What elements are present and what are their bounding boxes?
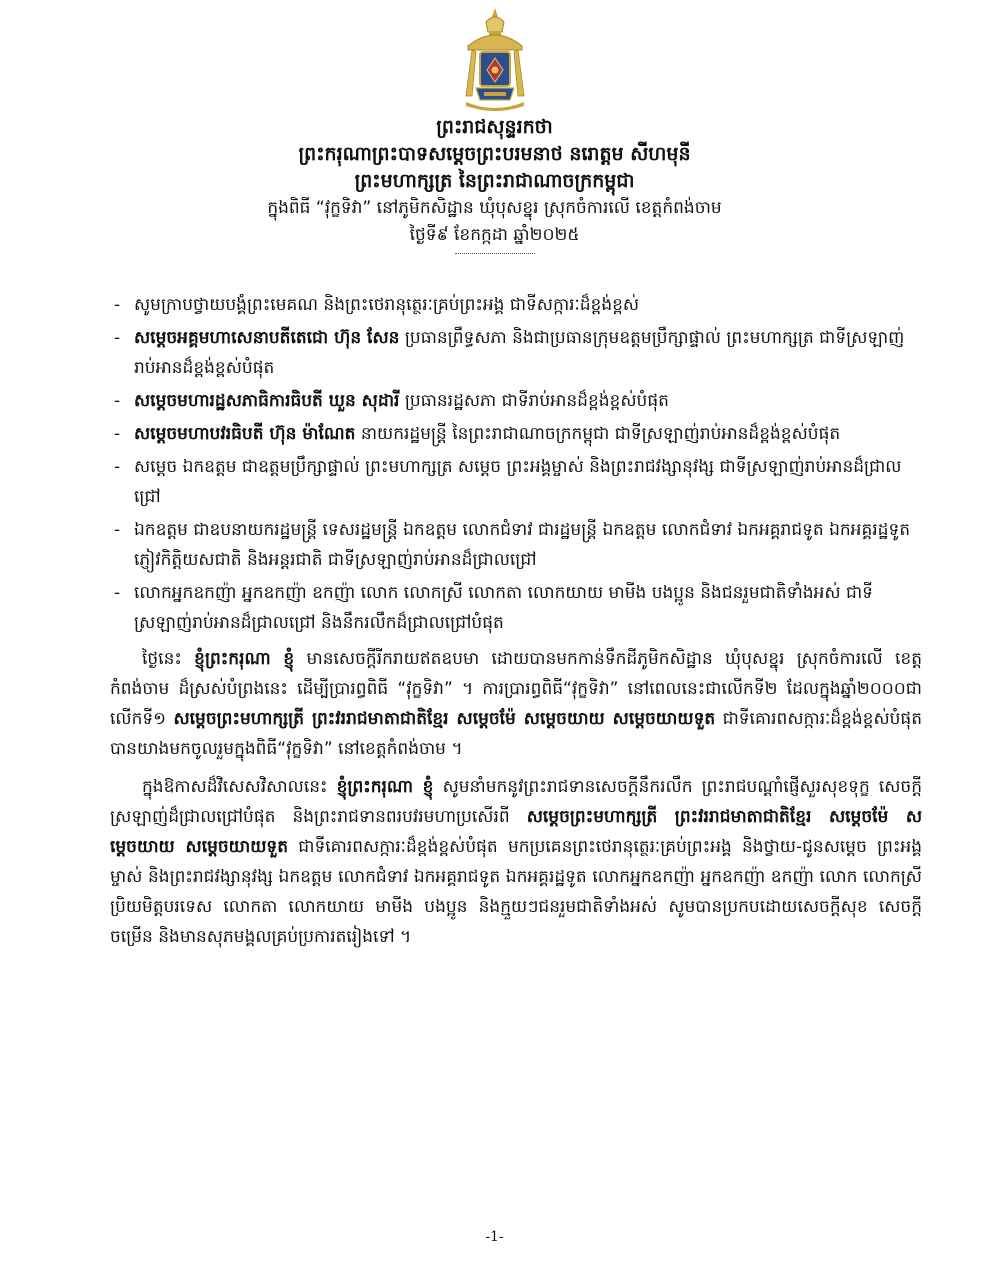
separator bbox=[455, 253, 535, 254]
salutation-item: - សម្តេចមហាបវរធិបតី ហ៊ុន ម៉ាណែត នាយករដ្ឋមន្ត្រី នៃព្រះរាជាណាចក្រកម្ពុជា ជាទីស្រឡាញ់រាប់អានដ៏ខ្ពង់ខ្ពស់បំផុត bbox=[114, 424, 841, 444]
salutation-item: - សូមក្រាបថ្វាយបង្គំព្រះមេគណ និងព្រះថេរានុត្ថេរៈគ្រប់ព្រះអង្គ ជាទីសក្ការៈដ៏ខ្ពង់ខ្ពស់ bbox=[114, 295, 640, 315]
page-number: -1- bbox=[485, 1229, 504, 1245]
salutation-item: - លោកអ្នកឧកញ៉ា អ្នកឧកញ៉ា ឧកញ៉ា លោក លោកស្រី លោកតា លោកយាយ មាមីង បងប្អូន និងជនរួមជាតិទាំងអស់ ជាទីស្រឡាញ់រាប់អានដ៏ជ្រាលជ្រៅ និងនឹករលឹកដ៏ជ្រាលជ្រៅបំផុត bbox=[114, 583, 873, 633]
salutation-item: - ឯកឧត្តម ជាឧបនាយករដ្ឋមន្ត្រី ទេសរដ្ឋមន្ត្រី ឯកឧត្តម លោកជំទាវ ជារដ្ឋមន្ត្រី ឯកឧត្តម លោកជំទាវ ឯកអគ្គរាជទូត ឯកអគ្គរដ្ឋទូត ភ្ញៀវកិត្តិយសជាតិ និងអន្តរជាតិ ជាទីស្រឡាញ់រាប់អានដ៏ជ្រាលជ្រៅ bbox=[114, 520, 911, 570]
title-block bbox=[0, 114, 989, 254]
speech-body bbox=[110, 290, 922, 960]
king-title: ព្រះករុណាព្រះបាទសម្តេចព្រះបរមនាថ នរោត្តម សីហមុនី bbox=[298, 143, 691, 165]
salutation-item: - សម្តេចអគ្គមហាសេនាបតីតេជោ ហ៊ុន សែន ប្រធានព្រឹទ្ធសភា និងជាប្រធានក្រុមឧត្តមប្រឹក្សាផ្ទាល់ ព្រះមហាក្សត្រ ជាទីស្រឡាញ់រាប់អានដ៏ខ្ពង់ខ្ពស់បំផុត bbox=[114, 328, 905, 378]
paragraph-1: ថ្ងៃនេះ ខ្ញុំព្រះករុណា ខ្ញុំ មានសេចក្តីរីករាយឥតឧបមា ដោយបានមកកាន់ទឹកដីភូមិកសិដ្ឋាន ឃុំបុសខ្នុរ ស្រុកចំការលើ ខេត្តកំពង់ចាម ដ៏ស្រស់បំព្រងនេះ ដើម្បីប្រារព្ធពិធី “វុក្ខទិវា” ។ ការប្រារព្ធពិធី“វុក្ខទិវា” នៅពេលនេះជាលើកទី២ ដែលក្នុងឆ្នាំ២០០០ជាលើកទី១ សម្តេចព្រះមហាក្សត្រី ព្រះវររាជមាតាជាតិខ្មែរ សម្តេចម៉ែ សម្តេចយាយ សម្តេចយាយទួត ជាទីគោរពសក្ការៈដ៏ខ្ពង់ខ្ពស់បំផុត បានយាងមកចូលរួមក្នុងពិធី“វុក្ខទិវា” នៅខេត្តកំពង់ចាម ។ bbox=[110, 649, 923, 759]
salutation-item: - សម្តេចមហារដ្ឋសភាធិការធិបតី ឃួន សុដារី ប្រធានរដ្ឋសភា ជាទីរាប់អានដ៏ខ្ពង់ខ្ពស់បំផុត bbox=[114, 391, 669, 411]
salutation-item: - សម្តេច ឯកឧត្តម ជាឧត្តមប្រឹក្សាផ្ទាល់ ព្រះមហាក្សត្រ សម្តេច ព្រះអង្គម្ចាស់ និងព្រះរាជវង្សានុវង្ស ជាទីស្រឡាញ់រាប់អានដ៏ជ្រាលជ្រៅ bbox=[114, 457, 902, 507]
king-subtitle: ព្រះមហាក្សត្រ នៃព្រះរាជាណាចក្រកម្ពុជា bbox=[354, 170, 635, 192]
royal-coat-of-arms-icon bbox=[458, 6, 532, 116]
document-title: ព្រះរាជសុន្ទរកថា bbox=[436, 116, 553, 138]
paragraph-2: ក្នុងឱកាសដ៏វិសេសវិសាលនេះ ខ្ញុំព្រះករុណា ខ្ញុំ សូមនាំមកនូវព្រះរាជទានសេចក្តីនឹករលឹក ព្រះរាជបណ្ដាំផ្ញើសួរសុខទុក្ខ សេចក្តីស្រឡាញ់ដ៏ជ្រាលជ្រៅបំផុត និងព្រះរាជទានពរបវរមហាប្រសើរពី សម្តេចព្រះមហាក្សត្រី ព្រះវររាជមាតាជាតិខ្មែរ សម្តេចម៉ែ សម្តេចយាយ សម្តេចយាយទួត ជាទីគោរពសក្ការៈដ៏ខ្ពង់ខ្ពស់បំផុត មកប្រគេនព្រះថេរានុត្ថេរៈគ្រប់ព្រះអង្គ និងថ្វាយ-ជូនសម្តេច ព្រះអង្គម្ចាស់ និងព្រះរាជវង្សានុវង្ស ឯកឧត្តម លោកជំទាវ ឯកអគ្គរាជទូត ឯកអគ្គរដ្ឋទូត លោកអ្នកឧកញ៉ា អ្នកឧកញ៉ា ឧកញ៉ា លោក លោកស្រី ប្រិយមិត្តបរទេស លោកតា លោកយាយ មាមីង បងប្អូន និងក្មួយៗជនរួមជាតិទាំងអស់ សូមបានប្រកបដោយសេចក្តីសុខ សេចក្តីចម្រើន និងមានសុភមង្គលគ្រប់ប្រការតរៀងទៅ ។ bbox=[110, 777, 923, 947]
event-line: ក្នុងពិធី “វុក្ខទិវា” នៅភូមិកសិដ្ឋាន ឃុំបុសខ្នុរ ស្រុកចំការលើ ខេត្តកំពង់ចាម bbox=[267, 198, 722, 218]
date-line: ថ្ងៃទី៩ ខែកក្កដា ឆ្នាំ២០២៥ bbox=[409, 225, 580, 245]
